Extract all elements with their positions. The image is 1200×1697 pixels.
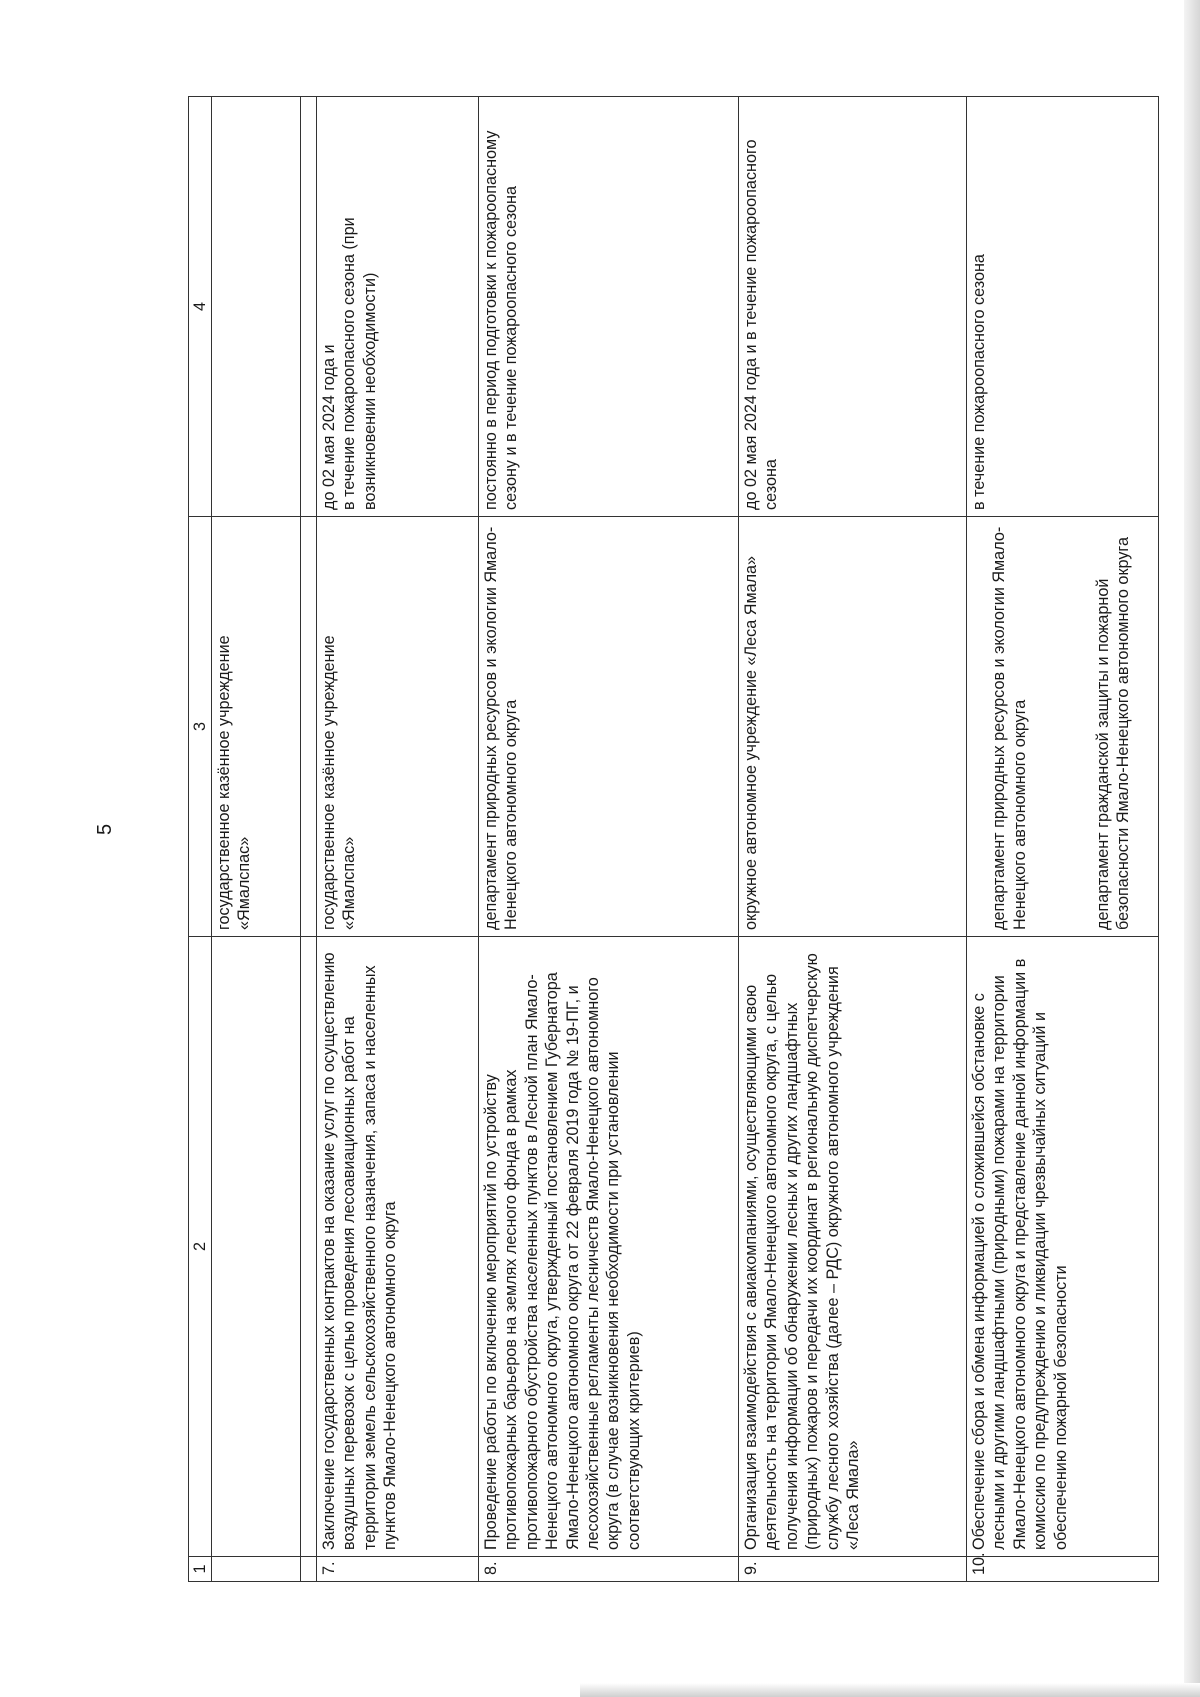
deadline-cell: в течение пожароопасного сезона (967, 97, 1159, 517)
deadline-cell (212, 97, 301, 517)
column-header: 1 (189, 1557, 212, 1582)
table-row (317, 97, 479, 1582)
table-row (967, 97, 1159, 1582)
responsible-entry: департамент гражданской защиты и пожарной безопасности Ямало-Ненецкого автономного округа (1094, 537, 1133, 930)
column-header: 3 (189, 517, 212, 937)
rotated-table-container (188, 97, 1133, 1582)
row-number: 10. (967, 1557, 1159, 1582)
responsible-cell: департамент природных ресурсов и экологии Ямало-Ненецкого автономного округа (479, 517, 739, 937)
column-header: 2 (189, 937, 212, 1557)
measures-table (188, 96, 1159, 1582)
responsible-cell: государственное казённое учреждение «Ямалспас» (212, 517, 301, 937)
responsible-entry: департамент природных ресурсов и экологии Ямало-Ненецкого автономного округа (990, 526, 1029, 930)
row-number: 7. (317, 1557, 479, 1582)
table-header-row (189, 97, 212, 1582)
column-header: 4 (189, 97, 212, 517)
table-row (212, 97, 301, 1582)
activity-cell: Заключение государственных контрактов на оказание услуг по осуществлению воздушных перевозок с целью проведения лесоавиационных работ на территории земель сельскохозяйственного назначения, запаса и населенных пунктов Ямало-Ненецкого автономного округа (317, 937, 479, 1557)
table-row (739, 97, 967, 1582)
row-number: 8. (479, 1557, 739, 1582)
responsible-cell (967, 517, 1159, 937)
page-bottom-shadow (580, 1683, 1200, 1697)
deadline-cell: до 02 мая 2024 года и в течение пожароопасного сезона (739, 97, 967, 517)
table-row (479, 97, 739, 1582)
responsible-cell: окружное автономное учреждение «Леса Ямала» (739, 517, 967, 937)
activity-cell: Обеспечение сбора и обмена информацией о сложившейся обстановке с лесными и другими ландшафтными (природными) пожарами на территории Ямало-Ненецкого автономного округа и представление данной информации в комиссию по предупреждению и ликвидации чрезвычайных ситуаций и обеспечению пожарной безопасности (967, 937, 1159, 1557)
row-number (212, 1557, 301, 1582)
responsible-cell: государственное казённое учреждение «Ямалспас» (317, 517, 479, 937)
activity-cell (212, 937, 301, 1557)
deadline-cell: постоянно в период подготовки к пожароопасному сезону и в течение пожароопасного сезона (479, 97, 739, 517)
page-edge-shadow (1184, 0, 1200, 1697)
activity-cell: Проведение работы по включению мероприятий по устройству противопожарных барьеров на землях лесного фонда в рамках противопожарного обустройства населенных пунктов в Лесной план Ямало-Ненецкого автономного округа, утвержденный постановлением Губернатора Ямало-Ненецкого автономного округа от 22 февраля 2019 года № 19-ПГ, и лесохозяйственные регламенты лесничеств Ямало-Ненецкого автономного округа (в случае возникновения необходимости при установлении соответствующих критериев) (479, 937, 739, 1557)
row-number: 9. (739, 1557, 967, 1582)
page-number: 5 (94, 823, 116, 835)
deadline-cell: до 02 мая 2024 года и в течение пожароопасного сезона (при возникновении необходимости) (317, 97, 479, 517)
table-spacer-row (301, 97, 317, 1582)
activity-cell: Организация взаимодействия с авиакомпаниями, осуществляющими свою деятельность на территории Ямало-Ненецкого автономного округа, с целью получения информации об обнаружении лесных и других ландшафтных (природных) пожаров и передачи их координат в региональную диспетчерскую службу лесного хозяйства (далее – РДС) окружного автономного учреждения «Леса Ямала» (739, 937, 967, 1557)
